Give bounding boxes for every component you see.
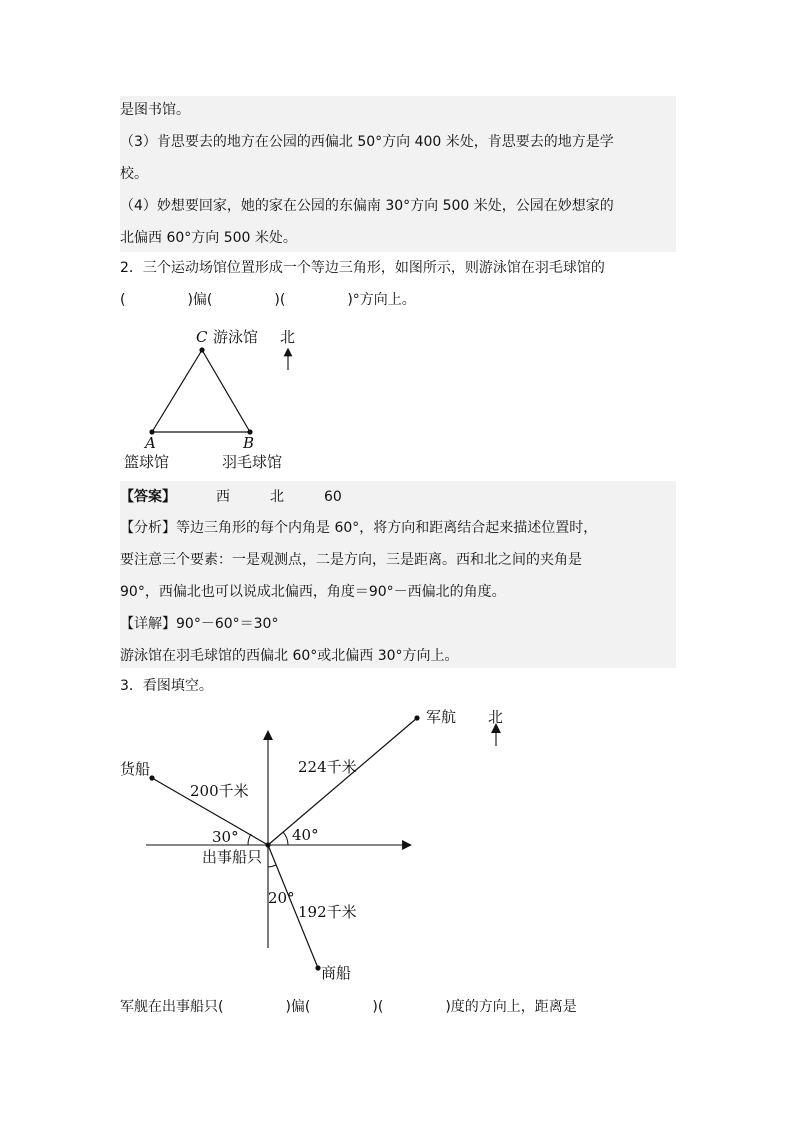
- cargo-distance: 200千米: [190, 782, 249, 800]
- text-line: （3）肯思要去的地方在公园的西偏北 50°方向 400 米处，肯思要去的地方是学: [120, 134, 614, 150]
- blank-close: )度的方向上，距离是: [445, 999, 577, 1015]
- question-3-blanks: [120, 997, 577, 1017]
- question-3-title: 3．看图填空。: [120, 678, 213, 694]
- cargo-label: 货船: [120, 760, 151, 778]
- angle-arc-merchant: [268, 865, 276, 867]
- point-merchant: [315, 965, 320, 970]
- label-c-name: 游泳馆: [213, 328, 259, 346]
- navy-label: 军航: [426, 708, 457, 726]
- question-2-blanks: [120, 290, 416, 310]
- center-label: 出事船只: [202, 848, 263, 866]
- triangle-figure: [110, 322, 310, 474]
- point-center: [265, 842, 270, 847]
- north-label: 北: [488, 708, 504, 726]
- answer-label: 【答案】: [120, 489, 176, 505]
- angle-navy-label: 40°: [292, 826, 319, 844]
- text-line: （4）妙想要回家，她的家在公园的东偏南 30°方向 500 米处，公园在妙想家的: [120, 198, 614, 214]
- label-a-letter: A: [145, 434, 156, 452]
- angle-merchant-label: 20°: [268, 889, 295, 907]
- blank-open: 军舰在出事船只(: [120, 999, 224, 1015]
- label-c-letter: C: [196, 328, 208, 346]
- blank-sep: )偏(: [187, 292, 213, 308]
- label-a-name: 篮球馆: [124, 453, 170, 471]
- blank-close: )°方向上。: [347, 292, 416, 308]
- answer-value-1: 西: [216, 489, 230, 505]
- question-2-text: 2．三个运动场馆位置形成一个等边三角形，如图所示，则游泳馆在羽毛球馆的: [120, 260, 605, 276]
- answer-line: [120, 487, 342, 507]
- text-line: 是图书馆。: [120, 102, 190, 118]
- angle-arc-navy: [283, 832, 288, 845]
- analysis-line: 要注意三个要素：一是观测点，二是方向，三是距离。西和北之间的夹角是: [120, 552, 582, 568]
- navy-distance: 224千米: [298, 758, 357, 776]
- detail-line: 游泳馆在羽毛球馆的西偏北 60°或北偏西 30°方向上。: [120, 648, 459, 664]
- ship-direction-figure: [110, 700, 530, 990]
- answer-value-3: 60: [324, 489, 342, 505]
- merchant-label: 商船: [321, 964, 352, 982]
- label-b-letter: B: [243, 434, 255, 452]
- angle-arc-cargo: [248, 834, 251, 845]
- answer-value-2: 北: [270, 489, 284, 505]
- analysis-line: 【分析】等边三角形的每个内角是 60°，将方向和距离结合起来描述位置时，: [120, 520, 598, 536]
- blank-sep: )(: [274, 292, 286, 308]
- north-label: 北: [280, 328, 296, 346]
- label-b-name: 羽毛球馆: [222, 453, 283, 471]
- point-c: [199, 347, 204, 352]
- analysis-line: 90°，西偏北也可以说成北偏西，角度＝90°－西偏北的角度。: [120, 584, 506, 600]
- merchant-distance: 192千米: [298, 903, 357, 921]
- detail-line: 【详解】90°－60°＝30°: [120, 616, 279, 632]
- blank-sep: )偏(: [285, 999, 311, 1015]
- angle-cargo-label: 30°: [212, 828, 239, 846]
- answer-block-q2: [120, 481, 676, 668]
- blank-open: (: [120, 292, 126, 308]
- point-navy: [414, 715, 419, 720]
- point-cargo: [149, 775, 154, 780]
- text-line: 校。: [120, 166, 148, 182]
- blank-sep: )(: [372, 999, 384, 1015]
- text-line: 北偏西 60°方向 500 米处。: [120, 230, 297, 246]
